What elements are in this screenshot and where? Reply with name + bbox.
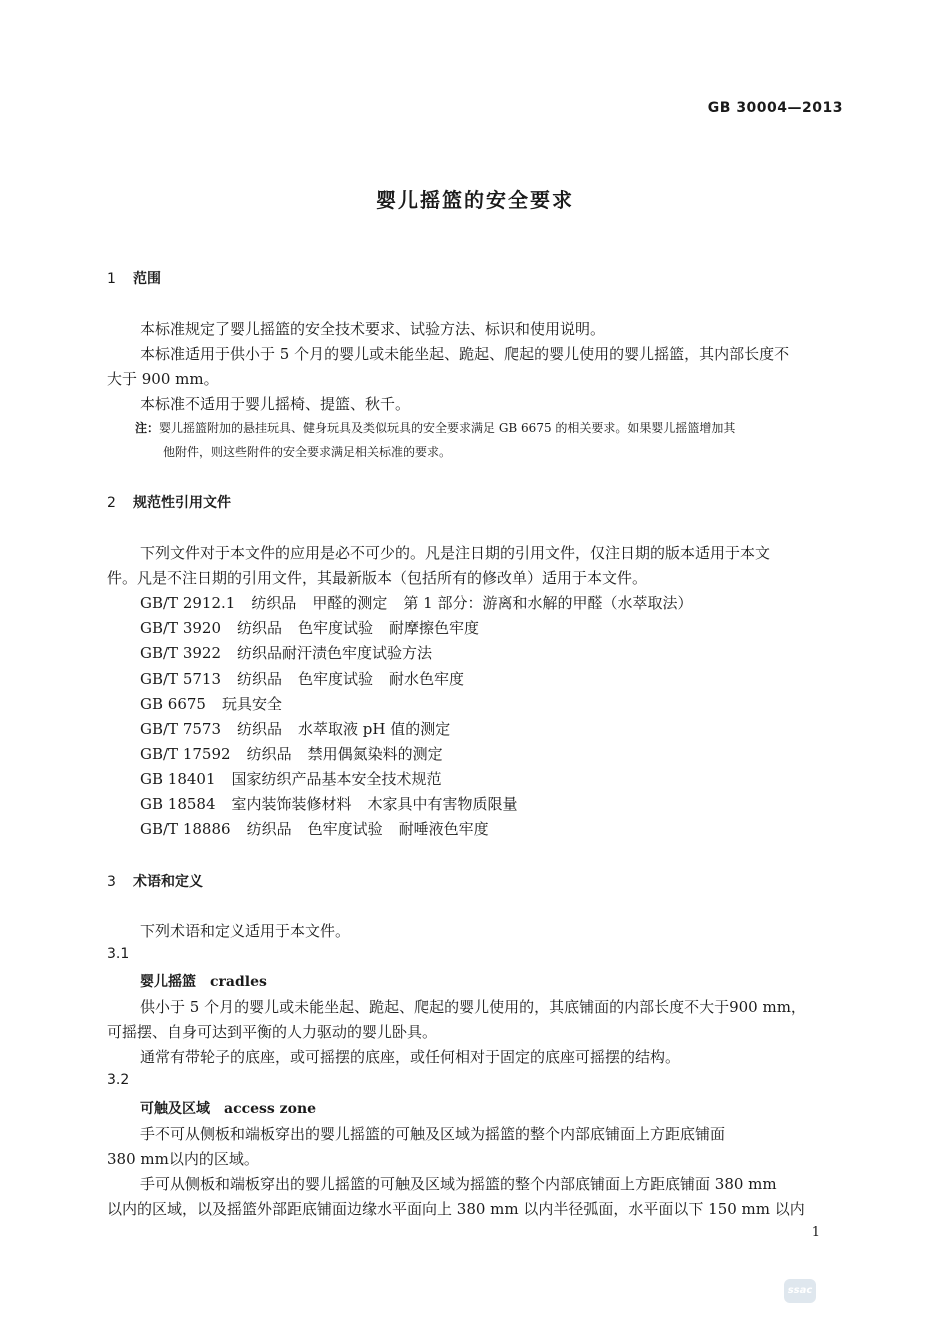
paragraph-line: 件。凡是不注日期的引用文件，其最新版本（包括所有的修改单）适用于本文件。 <box>107 569 648 587</box>
definition-line: 可摇摆、自身可达到平衡的人力驱动的婴儿卧具。 <box>107 1023 438 1041</box>
page-number: 1 <box>811 1225 820 1240</box>
reference-item <box>140 693 282 714</box>
note-text: 婴儿摇篮附加的悬挂玩具、健身玩具及类似玩具的安全要求满足 GB 6675 的相关要求。如果婴儿摇篮增加其 <box>159 421 736 435</box>
paragraph-line: 大于 900 mm。 <box>107 370 219 388</box>
note <box>135 419 735 436</box>
ref-title-part: 纺织品 <box>237 619 283 637</box>
subclause-number: 3.1 <box>107 946 130 962</box>
term-en: cradles <box>210 974 267 990</box>
section-number: 2 <box>107 495 116 511</box>
term-cn: 可触及区域 <box>140 1101 210 1117</box>
paragraph-line: 下列文件对于本文件的应用是必不可少的。凡是注日期的引用文件，仅注日期的版本适用于本文 <box>140 544 771 562</box>
ref-title-part: 耐水色牢度 <box>389 670 465 688</box>
reference-item <box>140 592 692 613</box>
section-title: 规范性引用文件 <box>133 495 231 511</box>
reference-item <box>140 617 479 638</box>
ref-code: GB/T 5713 <box>140 670 222 688</box>
note-label: 注： <box>135 421 160 435</box>
ref-code: GB/T 7573 <box>140 720 222 738</box>
watermark-logo: ssac <box>784 1279 816 1303</box>
ref-code: GB/T 3922 <box>140 644 222 662</box>
reference-item <box>140 668 464 689</box>
ref-title-part: 耐摩擦色牢度 <box>389 619 480 637</box>
ref-title-part: 色牢度试验 <box>298 619 374 637</box>
reference-item <box>140 743 443 764</box>
ref-title-part: 耐唾液色牢度 <box>398 820 489 838</box>
ref-title-part: 国家纺织产品基本安全技术规范 <box>231 770 442 788</box>
subclause-number: 3.2 <box>107 1072 130 1088</box>
section-title: 术语和定义 <box>133 874 203 890</box>
ref-title-part: 木家具中有害物质限量 <box>367 795 518 813</box>
standard-code: GB 30004—2013 <box>707 100 843 116</box>
ref-code: GB 6675 <box>140 695 206 713</box>
ref-title-part: 纺织品 <box>237 670 283 688</box>
definition-line: 以内的区域，以及摇篮外部距底铺面边缘水平面向上 380 mm 以内半径弧面，水平面以下 150 mm 以内 <box>107 1200 805 1218</box>
definition-line: 手可从侧板和端板穿出的婴儿摇篮的可触及区域为摇篮的整个内部底铺面上方距底铺面 380 mm <box>140 1175 777 1193</box>
term-heading <box>140 971 267 991</box>
reference-item <box>140 718 450 739</box>
section-number: 3 <box>107 874 116 890</box>
definition-line: 通常有带轮子的底座，或可摇摆的底座，或任何相对于固定的底座可摇摆的结构。 <box>140 1048 681 1066</box>
ref-title-part: 玩具安全 <box>221 695 282 713</box>
paragraph-line: 本标准适用于供小于 5 个月的婴儿或未能坐起、跪起、爬起的婴儿使用的婴儿摇篮，其内部长度不 <box>140 345 790 363</box>
ref-title-part: 纺织品 <box>246 745 292 763</box>
ref-title-part: 水萃取液 pH 值的测定 <box>298 720 451 738</box>
reference-item <box>140 793 518 814</box>
ref-code: GB 18401 <box>140 770 216 788</box>
section-number: 1 <box>107 271 116 287</box>
section-title: 范围 <box>133 271 161 287</box>
ref-title-part: 甲醛的测定 <box>312 594 388 612</box>
ref-title-part: 禁用偶氮染料的测定 <box>307 745 443 763</box>
ref-code: GB/T 18886 <box>140 820 231 838</box>
ref-title-part: 纺织品 <box>237 720 283 738</box>
reference-item <box>140 768 442 789</box>
paragraph: 下列术语和定义适用于本文件。 <box>140 922 351 940</box>
ref-title-part: 色牢度试验 <box>307 820 383 838</box>
ref-title-part: 纺织品 <box>251 594 297 612</box>
ref-code: GB 18584 <box>140 795 216 813</box>
note-text-cont: 他附件，则这些附件的安全要求满足相关标准的要求。 <box>163 445 452 459</box>
definition-line: 380 mm以内的区域。 <box>107 1150 259 1168</box>
ref-code: GB/T 2912.1 <box>140 594 236 612</box>
definition-line: 供小于 5 个月的婴儿或未能坐起、跪起、爬起的婴儿使用的，其底铺面的内部长度不大于900 mm， <box>140 998 806 1016</box>
ref-code: GB/T 17592 <box>140 745 231 763</box>
paragraph: 本标准不适用于婴儿摇椅、提篮、秋千。 <box>140 395 411 413</box>
document-title: 婴儿摇篮的安全要求 <box>376 188 574 212</box>
reference-item <box>140 642 432 663</box>
paragraph: 本标准规定了婴儿摇篮的安全技术要求、试验方法、标识和使用说明。 <box>140 320 606 338</box>
section-2-heading <box>107 492 231 512</box>
section-1-heading <box>107 268 161 288</box>
reference-item <box>140 818 489 839</box>
ref-code: GB/T 3920 <box>140 619 222 637</box>
ref-title-part: 纺织品 <box>246 820 292 838</box>
definition-line: 手不可从侧板和端板穿出的婴儿摇篮的可触及区域为摇篮的整个内部底铺面上方距底铺面 <box>140 1125 726 1143</box>
section-3-heading <box>107 871 203 891</box>
term-cn: 婴儿摇篮 <box>140 974 196 990</box>
ref-title-part: 色牢度试验 <box>298 670 374 688</box>
term-heading <box>140 1098 316 1118</box>
ref-title-part: 第 1 部分：游离和水解的甲醛（水萃取法） <box>403 594 693 612</box>
ref-title-part: 室内装饰装修材料 <box>231 795 352 813</box>
ref-title-part: 纺织品耐汗渍色牢度试验方法 <box>237 644 433 662</box>
term-en: access zone <box>224 1101 317 1117</box>
